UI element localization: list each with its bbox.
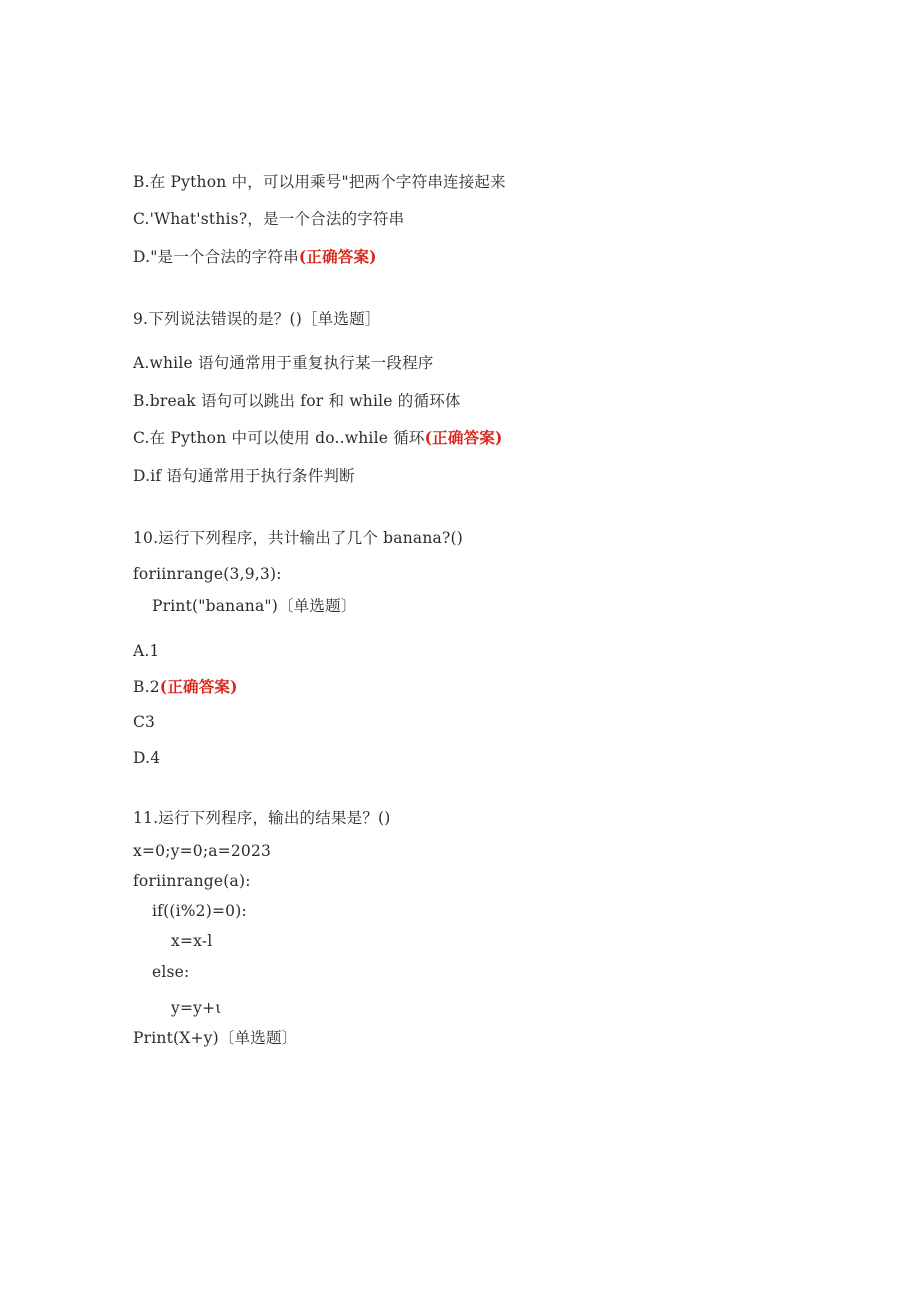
- q10-option-c-text: C3: [133, 713, 156, 731]
- q11-code-text: Print(X+y)〔单选题〕: [133, 1029, 298, 1047]
- q9-option-a-text: A.while 语句通常用于重复执行某一段程序: [133, 354, 434, 372]
- q10-question-text: 10.运行下列程序，共计输出了几个 banana?(): [133, 529, 463, 547]
- q10-option-a: [133, 641, 160, 661]
- q11-code-line: [133, 1028, 297, 1048]
- q8-option-d-text: D."是一个合法的字符串: [133, 248, 299, 266]
- q8-option-d: [133, 247, 377, 267]
- correct-answer-mark: (正确答案): [159, 677, 238, 696]
- q9-option-d-text: D.if 语句通常用于执行条件判断: [133, 467, 355, 485]
- q10-code-line: [133, 564, 282, 584]
- q8-option-c: [133, 209, 404, 229]
- q11-code-line: [152, 962, 189, 982]
- q10-option-c: [133, 712, 155, 732]
- q11-code-line: [171, 998, 222, 1018]
- q10-option-b-text: B.2: [133, 678, 160, 696]
- q10-option-a-text: A.1: [133, 642, 160, 660]
- q9-option-c: [133, 428, 503, 448]
- q11-code-line: [133, 841, 271, 861]
- q8-option-c-text: C.'What'sthis?，是一个合法的字符串: [133, 210, 405, 228]
- q9-option-d: [133, 466, 355, 486]
- q11-code-text: else:: [152, 963, 190, 981]
- q10-option-d: [133, 748, 160, 768]
- q11-code-text: foriinrange(a):: [133, 872, 251, 890]
- q11-code-text: y=y+ι: [171, 999, 222, 1017]
- q10-code-text: foriinrange(3,9,3):: [133, 565, 282, 583]
- q11-code-line: [171, 931, 212, 951]
- correct-answer-mark: (正确答案): [298, 247, 377, 266]
- q11-code-line: [152, 901, 247, 921]
- q10-option-b: [133, 677, 238, 697]
- q9-question: [133, 309, 380, 329]
- q11-code-text: if((i%2)=0):: [152, 902, 247, 920]
- q10-option-d-text: D.4: [133, 749, 161, 767]
- q11-code-text: x=0;y=0;a=2023: [133, 842, 272, 860]
- q11-code-text: x=x-l: [171, 932, 213, 950]
- q10-question: [133, 528, 463, 548]
- q8-option-b-text: B.在 Python 中，可以用乘号"把两个字符串连接起来: [133, 173, 506, 191]
- q11-code-line: [133, 871, 251, 891]
- correct-answer-mark: (正确答案): [424, 428, 503, 447]
- q11-question-text: 11.运行下列程序，输出的结果是？(): [133, 809, 391, 827]
- q9-option-b: [133, 391, 461, 411]
- q10-code-text: Print("banana")〔单选题〕: [152, 597, 357, 615]
- q9-option-c-text: C.在 Python 中可以使用 do..while 循环: [133, 429, 425, 447]
- q9-option-a: [133, 353, 434, 373]
- q9-option-b-text: B.break 语句可以跳出 for 和 while 的循环体: [133, 392, 461, 410]
- q8-option-b: [133, 172, 506, 192]
- q11-question: [133, 808, 391, 828]
- q9-question-text: 9.下列说法错误的是？()［单选题］: [133, 310, 381, 328]
- q10-code-line: [152, 596, 356, 616]
